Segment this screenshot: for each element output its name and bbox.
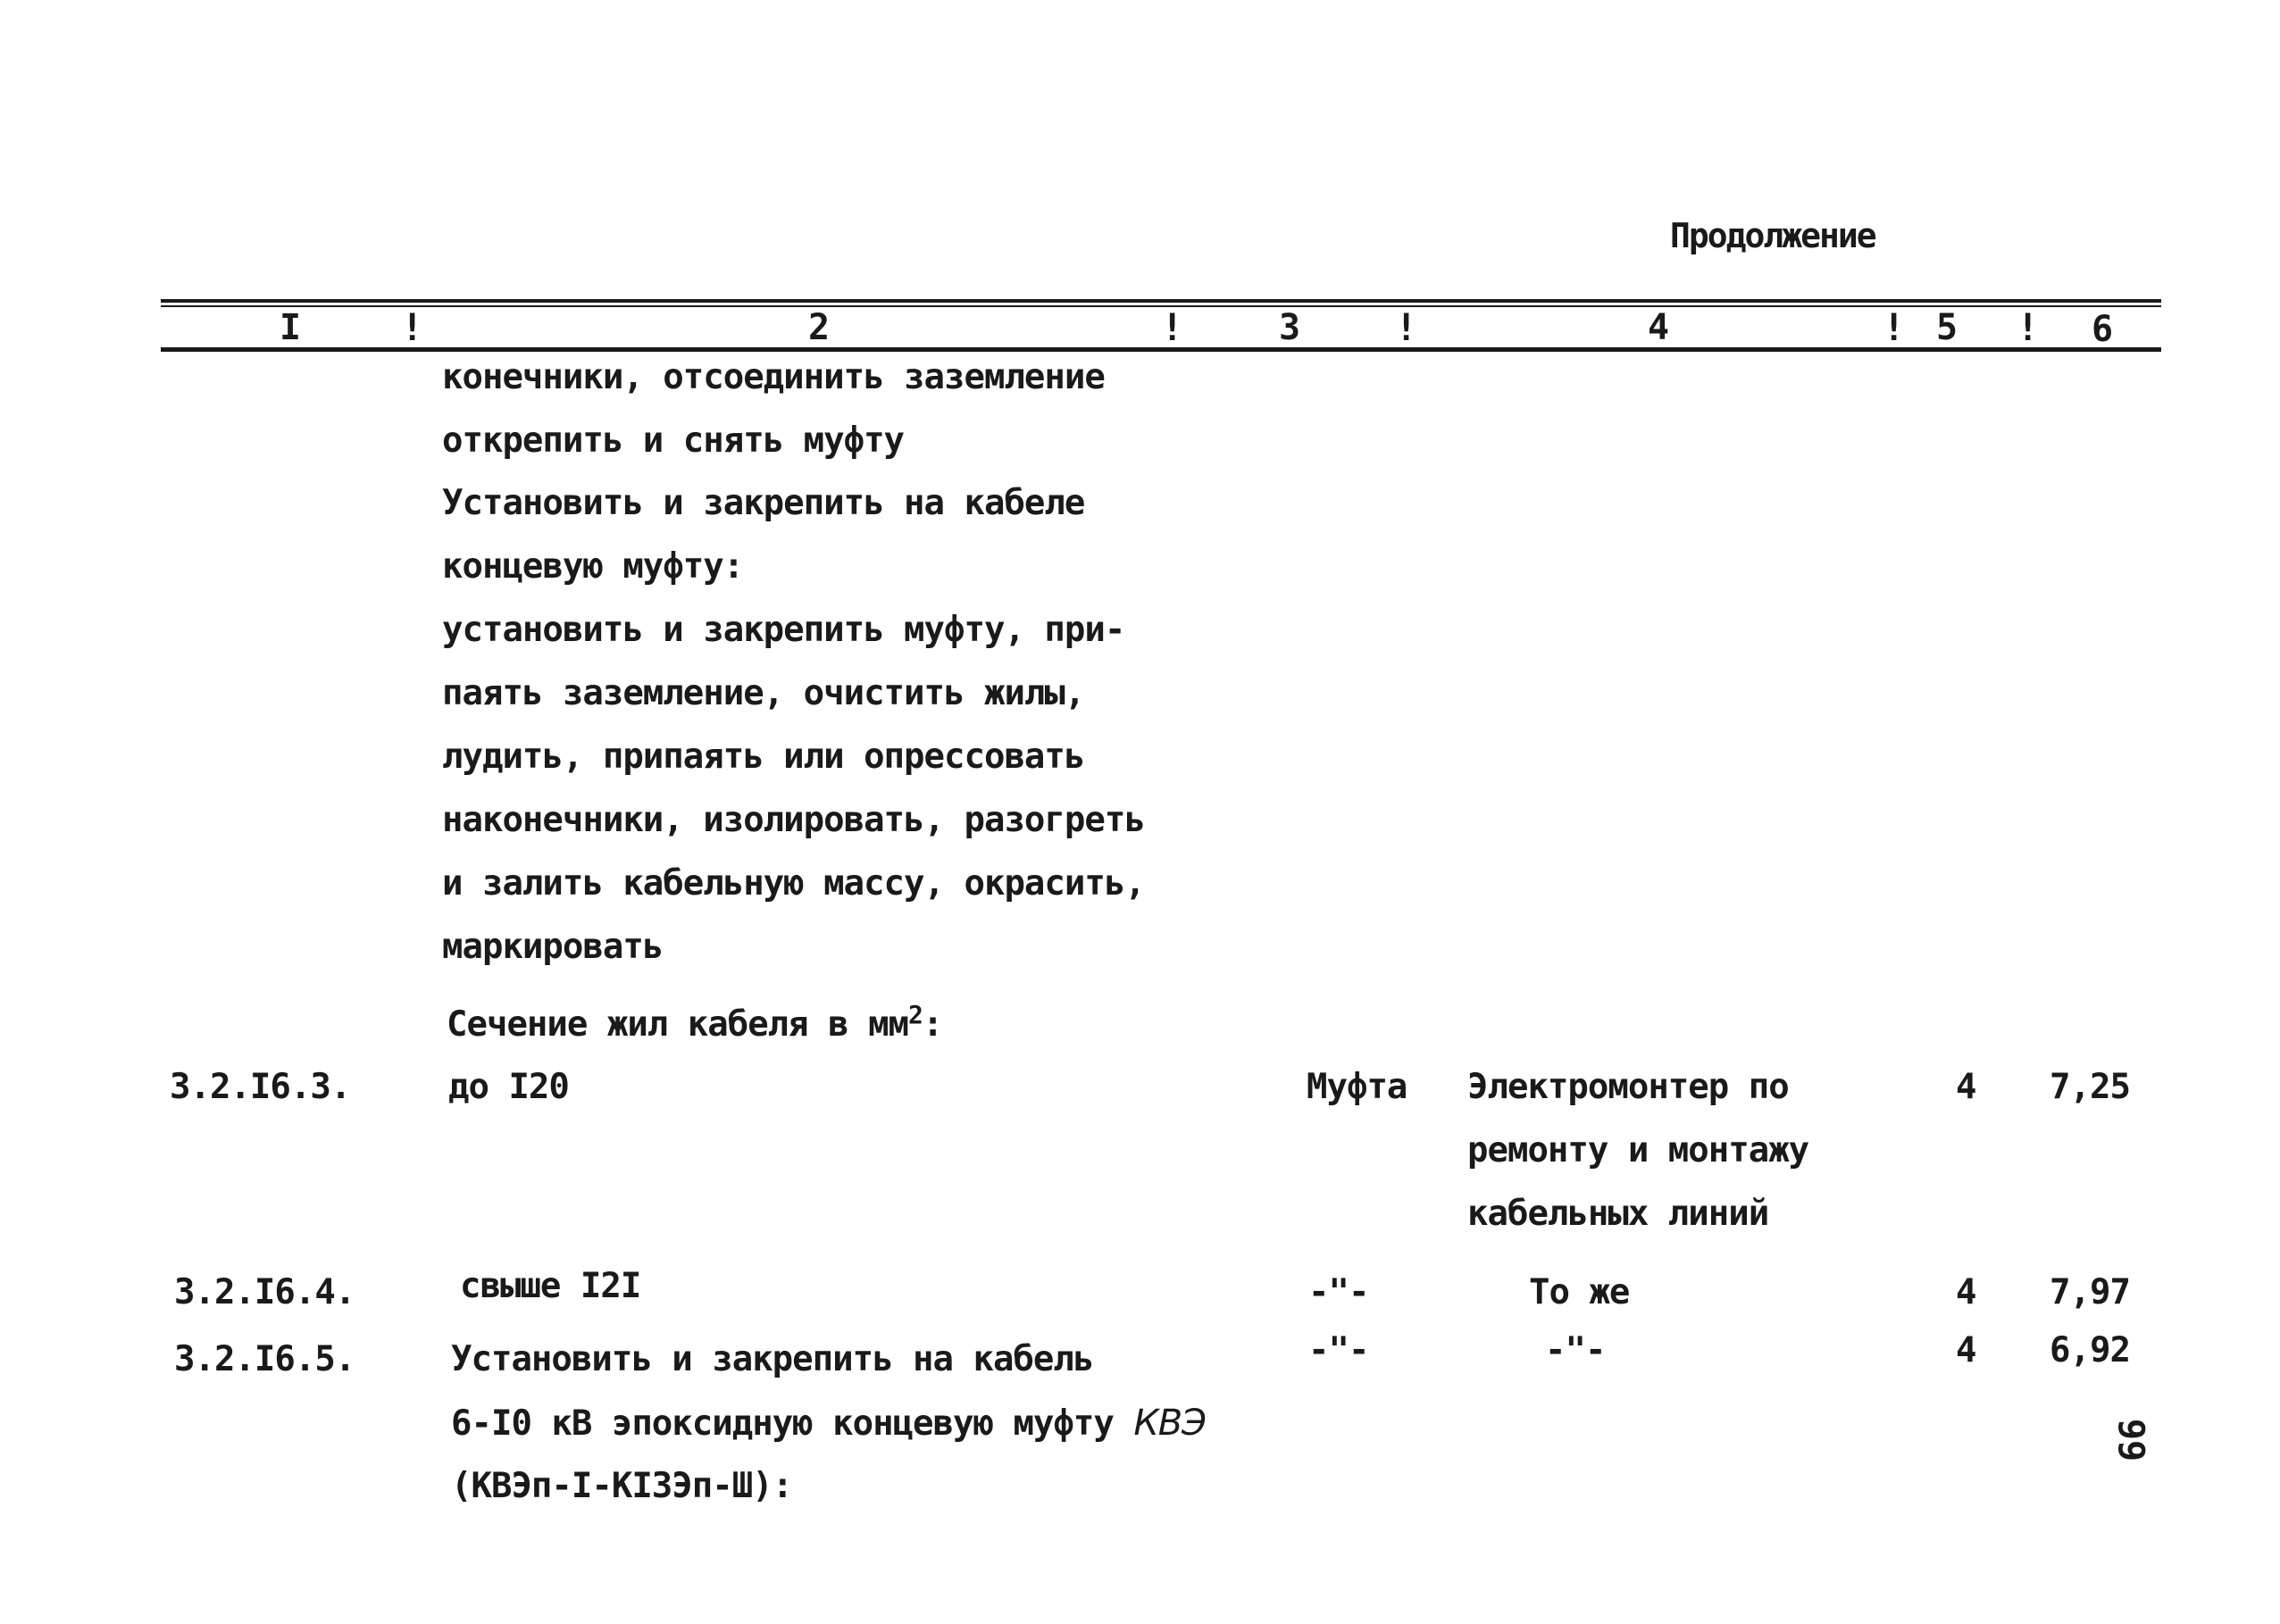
row-worker: То же (1529, 1272, 1630, 1312)
header-col-2: 2 (808, 307, 831, 348)
text-line: лудить, припаять или опрессовать (442, 737, 1085, 777)
page-number: 99 (2110, 1418, 2152, 1462)
row-grade: 4 (1956, 1067, 1976, 1107)
header-separator: ! (1883, 305, 1906, 349)
row-description: (КВЭп-I-КI3Эп-Ш): (451, 1466, 793, 1506)
text-line: концевую муфту: (442, 546, 744, 587)
header-col-6: 6 (2092, 309, 2114, 350)
text-line: паять заземление, очистить жилы, (442, 673, 1085, 713)
text-line: открепить и снять муфту (442, 421, 905, 461)
row-value: 7,25 (2050, 1067, 2130, 1107)
row-grade: 4 (1956, 1272, 1976, 1312)
text-line: установить и закрепить муфту, при- (442, 610, 1125, 650)
handwritten-note: КВЭ (1133, 1403, 1207, 1444)
section-label: Сечение жил кабеля в $мм^2$: (447, 1000, 943, 1045)
row-value: 7,97 (2050, 1272, 2130, 1312)
header-separator: ! (1161, 305, 1184, 349)
row-description: до I20 (448, 1067, 569, 1107)
continuation-label: Продолжение (1670, 216, 1875, 255)
row-value: 6,92 (2050, 1330, 2130, 1370)
row-unit: -"- (1308, 1330, 1369, 1370)
text-line: и залить кабельную массу, окрасить, (442, 863, 1145, 904)
header-separator: ! (2017, 305, 2040, 349)
row-grade: 4 (1956, 1330, 1976, 1370)
row-code: 3.2.I6.4. (174, 1272, 355, 1312)
row-description: свыше I2I (460, 1266, 641, 1306)
row-worker: ремонту и монтажу (1467, 1130, 1809, 1170)
text-line: наконечники, изолировать, разогреть (442, 800, 1145, 840)
row-worker: кабельных линий (1467, 1194, 1769, 1234)
header-col-3: 3 (1279, 307, 1301, 348)
row-worker: -"- (1545, 1330, 1606, 1370)
header-col-4: 4 (1648, 307, 1670, 348)
row-code: 3.2.I6.3. (170, 1067, 351, 1107)
row-description: 6-I0 кВ эпоксидную концевую муфту КВЭ (451, 1403, 1207, 1444)
header-separator: ! (1395, 305, 1418, 349)
text-line: маркировать (442, 927, 664, 967)
row-code: 3.2.I6.5. (174, 1339, 355, 1379)
header-top-rule (161, 299, 2161, 303)
header-separator: ! (401, 305, 424, 349)
text-line: конечники, отсоединить заземление (442, 357, 1105, 397)
row-unit: Муфта (1307, 1067, 1407, 1107)
header-col-5: 5 (1936, 307, 1958, 348)
header-col-1: I (280, 307, 302, 348)
row-description: Установить и закрепить на кабель (451, 1339, 1094, 1379)
row-unit: -"- (1308, 1272, 1369, 1312)
row-worker: Электромонтер по (1467, 1067, 1789, 1107)
superscript: 2 (908, 1000, 923, 1029)
text-line: Установить и закрепить на кабеле (442, 483, 1085, 523)
